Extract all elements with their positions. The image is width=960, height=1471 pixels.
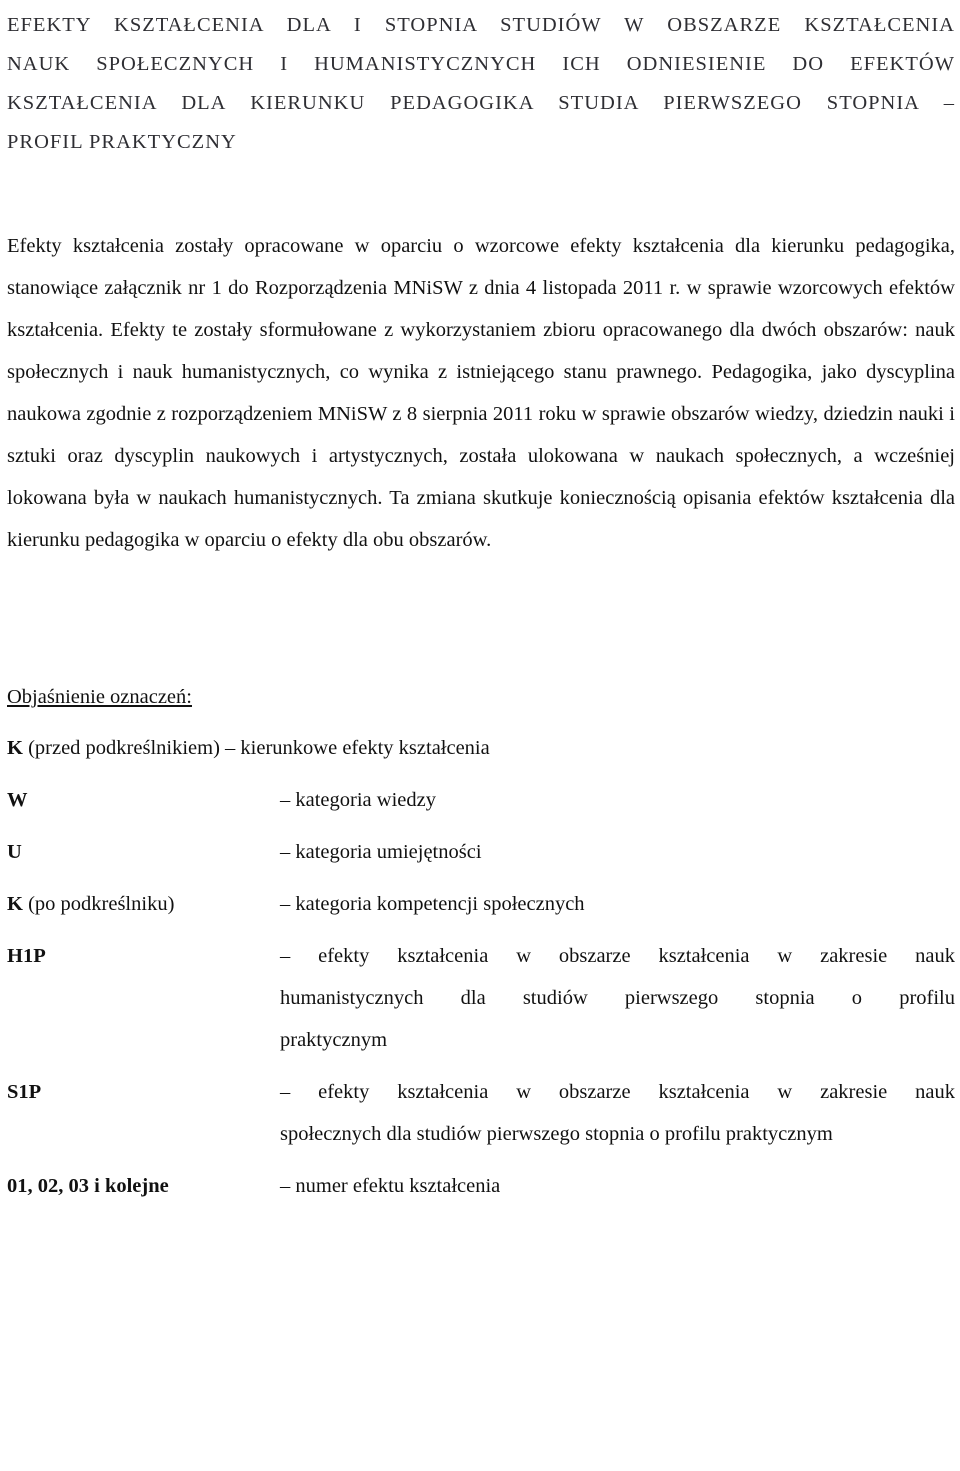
legend-definition-k2: – kategoria kompetencji społecznych [280,893,585,915]
legend-term-k-note: (przed podkreślnikiem) [22,737,220,759]
legend-term-u: U [7,841,22,863]
legend-row-number [7,1165,955,1207]
legend-row-s1p [7,1071,955,1145]
title-line-3: KSZTAŁCENIA DLA KIERUNKU PEDAGOGIKA STUDIA PIERWSZEGO STOPNIA – [7,92,955,114]
legend-definition-s1p-line1: – efekty kształcenia w obszarze kształcenia w zakresie nauk [280,1081,955,1103]
legend-row-h1p [7,935,955,1051]
document-title [7,6,955,162]
title-line-1: EFEKTY KSZTAŁCENIA DLA I STOPNIA STUDIÓW W OBSZARZE KSZTAŁCENIA [7,14,955,36]
legend-row-u [7,831,955,873]
legend-definition-k: – kierunkowe efekty kształcenia [219,737,490,759]
title-line-2: NAUK SPOŁECZNYCH I HUMANISTYCZNYCH ICH ODNIESIENIE DO EFEKTÓW [7,53,955,75]
legend-definition-h1p-line1: – efekty kształcenia w obszarze kształcenia w zakresie nauk [280,945,955,967]
legend-definition-u: – kategoria umiejętności [280,841,482,863]
legend-term-w: W [7,789,28,811]
legend-heading: Objaśnienie oznaczeń: [7,686,192,708]
legend-definition-w: – kategoria wiedzy [280,789,436,811]
legend-definition-number: – numer efektu kształcenia [280,1175,501,1197]
legend-term-k2-note: (po podkreślniku) [22,893,175,915]
legend-definition-h1p-line2: humanistycznych dla studiów pierwszego stopnia o profilu [280,987,955,1009]
legend-definition-s1p-line2: społecznych dla studiów pierwszego stopnia o profilu praktycznym [280,1123,833,1145]
legend-row-k-prefix [7,727,955,769]
legend-term-h1p: H1P [7,945,46,967]
legend-term-s1p: S1P [7,1081,42,1103]
legend-row-w [7,779,955,821]
legend-row-k-suffix [7,883,955,925]
intro-paragraph: Efekty kształcenia zostały opracowane w oparciu o wzorcowe efekty kształcenia dla kierunku pedagogika, stanowiące załącznik nr 1 do Rozporządzenia MNiSW z dnia 4 listopada 2011 r. w sprawie wzorcowych efektów kształcenia. Efekty te zostały sformułowane z wykorzystaniem zbioru opracowanego dla dwóch obszarów: nauk społecznych i nauk humanistycznych, co wynika z istniejącego stanu prawnego. Pedagogika, jako dyscyplina naukowa zgodnie z rozporządzeniem MNiSW z 8 sierpnia 2011 roku w sprawie obszarów wiedzy, dziedzin nauki i sztuki oraz dyscyplin naukowych i artystycznych, została ulokowana w naukach społecznych, a wcześniej lokowana była w naukach humanistycznych. Ta zmiana skutkuje koniecznością opisania efektów kształcenia dla kierunku pedagogika w oparciu o efekty dla obu obszarów. [7,235,955,551]
legend-definition-h1p-line3: praktycznym [280,1029,388,1051]
legend-term-number: 01, 02, 03 i kolejne [7,1175,169,1197]
legend-term-k2: K [7,893,23,915]
legend-term-k: K [7,737,23,759]
title-line-4: PROFIL PRAKTYCZNY [7,131,237,153]
